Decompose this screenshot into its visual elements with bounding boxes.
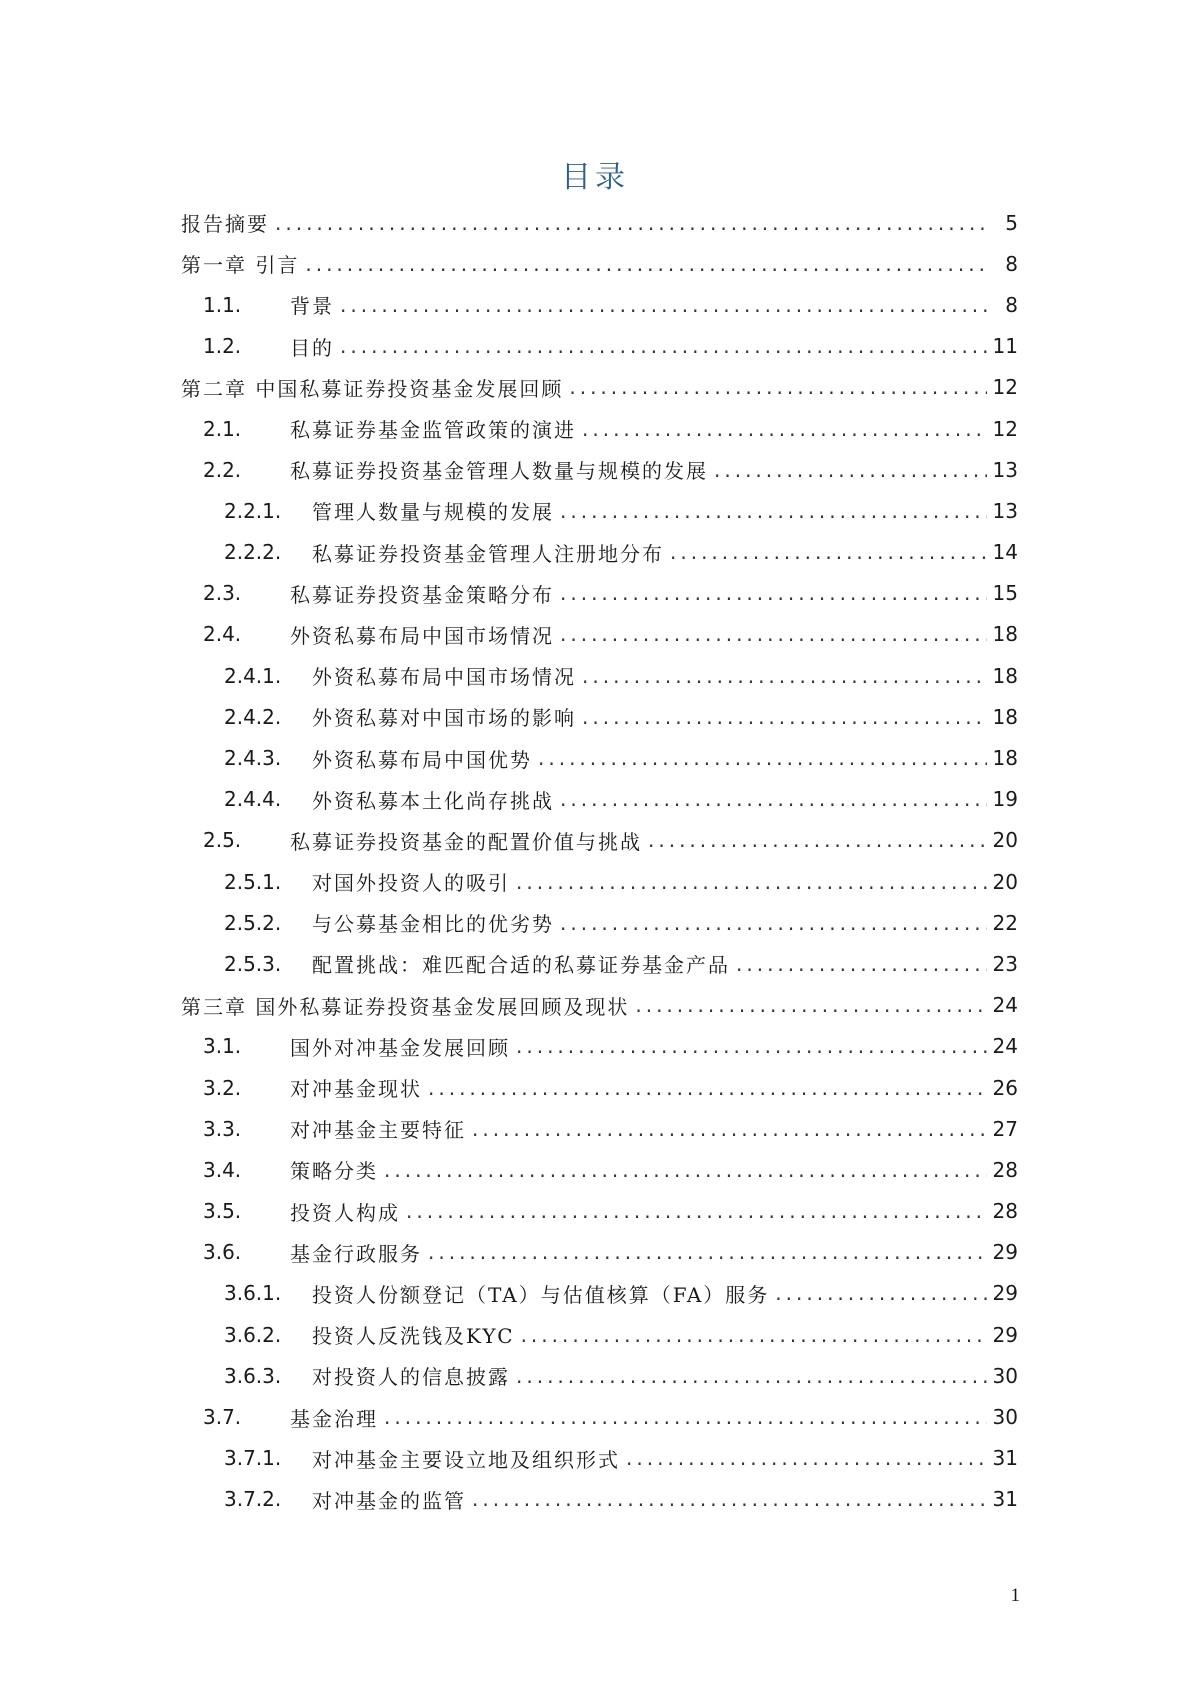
toc-entry-label: 第二章 中国私募证券投资基金发展回顾	[181, 376, 564, 401]
toc-entry-label: 配置挑战：难匹配合适的私募证券基金产品	[312, 953, 730, 978]
dot-leader	[736, 952, 987, 976]
toc-entry-label: 国外对冲基金发展回顾	[290, 1035, 510, 1060]
toc-entry-label: 私募证券投资基金管理人数量与规模的发展	[290, 459, 708, 484]
toc-entry[interactable]	[181, 284, 1018, 325]
toc-entry-label: 外资私募布局中国市场情况	[290, 623, 554, 648]
dot-leader	[384, 1405, 987, 1429]
dot-leader	[714, 458, 987, 482]
toc-entry-label: 私募证券投资基金的配置价值与挑战	[290, 829, 642, 854]
toc-entry-page: 30	[992, 1405, 1018, 1430]
toc-entry-label: 外资私募布局中国市场情况	[312, 665, 576, 690]
toc-entry-number: 3.7.2.	[224, 1487, 282, 1512]
toc-entry-label: 私募证券基金监管政策的演进	[290, 418, 576, 443]
toc-entry[interactable]	[181, 1191, 1018, 1232]
toc-entry-page: 8	[1005, 251, 1018, 276]
toc-entry-number: 2.4.3.	[224, 746, 282, 771]
dot-leader	[626, 1446, 987, 1470]
toc-entry[interactable]	[181, 1149, 1018, 1190]
toc-entry-label: 报告摘要	[181, 212, 269, 237]
toc-entry-page: 31	[992, 1446, 1018, 1471]
dot-leader	[560, 499, 987, 523]
toc-entry[interactable]	[181, 1232, 1018, 1273]
toc-entry-page: 13	[992, 457, 1018, 482]
toc-entry[interactable]	[181, 1067, 1018, 1108]
toc-entry[interactable]	[181, 1479, 1018, 1520]
dot-leader	[670, 540, 987, 564]
toc-entry-page: 20	[992, 869, 1018, 894]
toc-entry-page: 28	[992, 1157, 1018, 1182]
toc-entry[interactable]	[181, 202, 1018, 243]
toc-entry-page: 18	[992, 746, 1018, 771]
toc-entry-label: 第三章 国外私募证券投资基金发展回顾及现状	[181, 994, 630, 1019]
toc-entry-page: 24	[992, 993, 1018, 1018]
toc-entry-number: 2.5.3.	[224, 951, 282, 976]
page-number: 1	[1010, 1585, 1020, 1606]
toc-entry-number: 2.4.2.	[224, 704, 282, 729]
toc-entry[interactable]	[181, 243, 1018, 284]
toc-entry-page: 27	[992, 1116, 1018, 1141]
dot-leader	[428, 1240, 987, 1264]
toc-entry-label: 对投资人的信息披露	[312, 1365, 510, 1390]
toc-entry-number: 1.1.	[203, 292, 242, 317]
dot-leader	[516, 1034, 987, 1058]
toc-entry-number: 3.2.	[203, 1075, 242, 1100]
toc-entry-label: 外资私募本土化尚存挑战	[312, 788, 554, 813]
dot-leader	[472, 1117, 987, 1141]
dot-leader	[538, 746, 987, 770]
toc-entry-page: 15	[992, 581, 1018, 606]
toc-entry-number: 2.5.1.	[224, 869, 282, 894]
toc-entry[interactable]	[181, 696, 1018, 737]
toc-entry-label: 管理人数量与规模的发展	[312, 500, 554, 525]
toc-entry-label: 投资人份额登记（TA）与估值核算（FA）服务	[312, 1282, 770, 1307]
toc-entry-label: 外资私募布局中国优势	[312, 747, 532, 772]
toc-entry-number: 1.2.	[203, 334, 242, 359]
toc-entry-page: 11	[992, 334, 1018, 359]
toc-entry-page: 19	[992, 787, 1018, 812]
toc-entry-number: 3.3.	[203, 1116, 242, 1141]
toc-entry-page: 20	[992, 828, 1018, 853]
dot-leader	[472, 1487, 987, 1511]
toc-entry-number: 3.5.	[203, 1199, 242, 1224]
toc-entry-page: 14	[992, 540, 1018, 565]
toc-entry-number: 3.6.1.	[224, 1281, 282, 1306]
toc-entry-label: 私募证券投资基金管理人注册地分布	[312, 541, 664, 566]
toc-entry-page: 29	[992, 1281, 1018, 1306]
toc-entry[interactable]	[181, 1273, 1018, 1314]
toc-entry-page: 12	[992, 416, 1018, 441]
toc-entry-page: 18	[992, 704, 1018, 729]
toc-entry[interactable]	[181, 820, 1018, 861]
toc-entry-number: 3.7.	[203, 1405, 242, 1430]
toc-entry[interactable]	[181, 902, 1018, 943]
toc-entry[interactable]	[181, 614, 1018, 655]
toc-entry-page: 13	[992, 498, 1018, 523]
toc-entry-number: 3.6.	[203, 1240, 242, 1265]
toc-entry[interactable]	[181, 779, 1018, 820]
toc-entry-number: 3.6.2.	[224, 1322, 282, 1347]
dot-leader	[516, 870, 987, 894]
toc-entry[interactable]	[181, 573, 1018, 614]
dot-leader	[582, 705, 987, 729]
toc-entry[interactable]	[181, 367, 1018, 408]
toc-entry-label: 对冲基金主要设立地及组织形式	[312, 1447, 620, 1472]
dot-leader	[384, 1158, 987, 1182]
dot-leader	[560, 787, 987, 811]
toc-entry-label: 基金行政服务	[290, 1241, 422, 1266]
toc-entry-number: 2.4.1.	[224, 663, 282, 688]
toc-entry-page: 18	[992, 663, 1018, 688]
toc-entry-label: 与公募基金相比的优劣势	[312, 912, 554, 937]
toc-entry-label: 目的	[290, 335, 334, 360]
toc-entry-number: 3.7.1.	[224, 1446, 282, 1471]
toc-entry-page: 8	[1005, 292, 1018, 317]
toc-entry-page: 5	[1005, 210, 1018, 235]
toc-entry-number: 2.1.	[203, 416, 242, 441]
table-of-contents	[181, 202, 1018, 1520]
dot-leader	[521, 1323, 987, 1347]
toc-entry-label: 对冲基金的监管	[312, 1488, 466, 1513]
dot-leader	[560, 622, 987, 646]
dot-leader	[275, 211, 990, 235]
toc-entry[interactable]	[181, 737, 1018, 778]
toc-entry-number: 2.2.1.	[224, 498, 282, 523]
dot-leader	[648, 828, 987, 852]
toc-entry-label: 外资私募对中国市场的影响	[312, 706, 576, 731]
toc-entry-page: 28	[992, 1199, 1018, 1224]
toc-entry-number: 3.4.	[203, 1157, 242, 1182]
toc-entry-label: 对冲基金主要特征	[290, 1118, 466, 1143]
dot-leader	[560, 911, 987, 935]
dot-leader	[516, 1364, 987, 1388]
toc-entry-label: 投资人构成	[290, 1200, 400, 1225]
toc-entry[interactable]	[181, 985, 1018, 1026]
dot-leader	[775, 1281, 986, 1305]
dot-leader	[340, 293, 990, 317]
toc-entry-number: 2.2.2.	[224, 540, 282, 565]
dot-leader	[406, 1199, 987, 1223]
toc-entry-page: 23	[992, 951, 1018, 976]
toc-entry-number: 2.5.	[203, 828, 242, 853]
toc-entry-page: 29	[992, 1322, 1018, 1347]
toc-entry[interactable]	[181, 943, 1018, 984]
toc-entry-label: 背景	[290, 294, 334, 319]
toc-entry[interactable]	[181, 1396, 1018, 1437]
toc-entry-page: 26	[992, 1075, 1018, 1100]
toc-entry[interactable]	[181, 1355, 1018, 1396]
toc-entry-page: 12	[992, 375, 1018, 400]
dot-leader	[428, 1076, 987, 1100]
toc-entry-page: 18	[992, 622, 1018, 647]
toc-entry[interactable]	[181, 1438, 1018, 1479]
toc-entry-number: 2.3.	[203, 581, 242, 606]
toc-entry-label: 对国外投资人的吸引	[312, 871, 510, 896]
toc-entry-number: 2.4.	[203, 622, 242, 647]
toc-entry[interactable]	[181, 532, 1018, 573]
toc-title: 目录	[561, 160, 629, 195]
dot-leader	[569, 375, 986, 399]
toc-entry-label: 对冲基金现状	[290, 1077, 422, 1102]
toc-entry-label: 策略分类	[290, 1159, 378, 1184]
toc-entry-page: 24	[992, 1034, 1018, 1059]
toc-entry[interactable]	[181, 326, 1018, 367]
toc-entry-number: 2.4.4.	[224, 787, 282, 812]
dot-leader	[635, 993, 986, 1017]
toc-entry-label: 私募证券投资基金策略分布	[290, 582, 554, 607]
toc-entry[interactable]	[181, 449, 1018, 490]
toc-entry-label: 基金治理	[290, 1406, 378, 1431]
toc-entry[interactable]	[181, 490, 1018, 531]
toc-entry-page: 31	[992, 1487, 1018, 1512]
toc-entry-page: 30	[992, 1363, 1018, 1388]
toc-entry-label: 第一章 引言	[181, 253, 300, 278]
toc-entry-number: 2.2.	[203, 457, 242, 482]
toc-entry-number: 3.1.	[203, 1034, 242, 1059]
toc-entry[interactable]	[181, 1108, 1018, 1149]
dot-leader	[560, 581, 987, 605]
toc-entry-number: 3.6.3.	[224, 1363, 282, 1388]
toc-entry[interactable]	[181, 861, 1018, 902]
toc-entry-label: 投资人反洗钱及KYC	[312, 1324, 515, 1349]
dot-leader	[340, 334, 987, 358]
toc-entry[interactable]	[181, 1026, 1018, 1067]
dot-leader	[582, 664, 987, 688]
toc-entry[interactable]	[181, 655, 1018, 696]
toc-entry[interactable]	[181, 1314, 1018, 1355]
dot-leader	[305, 252, 990, 276]
toc-entry-page: 22	[992, 910, 1018, 935]
toc-entry[interactable]	[181, 408, 1018, 449]
toc-entry-number: 2.5.2.	[224, 910, 282, 935]
dot-leader	[582, 417, 987, 441]
toc-entry-page: 29	[992, 1240, 1018, 1265]
